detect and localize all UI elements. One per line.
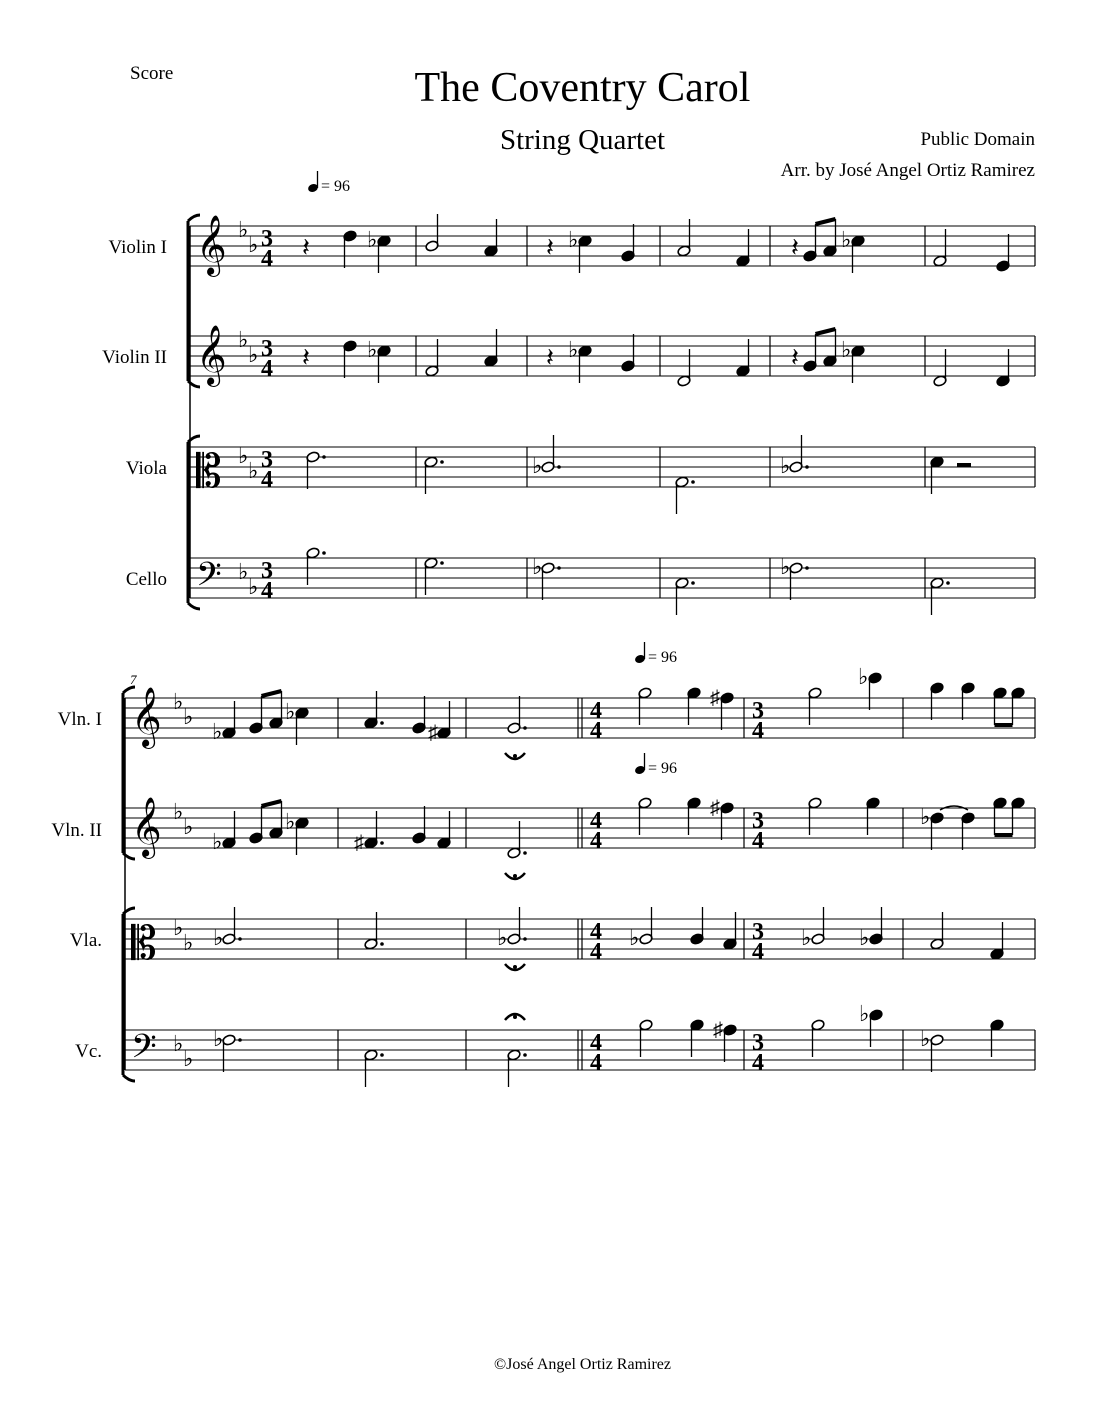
alto-clef: 𝄡 (196, 446, 222, 497)
notation (123, 214, 1035, 1087)
tempo-mark (634, 753, 677, 777)
dot (440, 460, 444, 464)
quarter-rest: 𝄽 (302, 233, 310, 262)
accidental-flat: ♭ (367, 337, 378, 362)
accidental-sharp: ♯ (354, 832, 364, 854)
half-rest (957, 463, 971, 467)
alto-clef: 𝄡 (131, 918, 157, 969)
dot (805, 465, 809, 469)
time-signature: 4 (261, 246, 273, 272)
dot (380, 1053, 384, 1057)
time-signature: 4 (261, 578, 273, 604)
dot (557, 465, 561, 469)
measure-number: 7 (130, 672, 137, 687)
accidental-flat: ♭ (213, 925, 224, 950)
dot (238, 1038, 242, 1042)
instrument-label-violin-2: Violin II (102, 347, 167, 368)
accidental-flat: ♭ (629, 925, 640, 950)
fermata-dot (513, 874, 517, 878)
accidental-flat: ♭ (568, 227, 579, 252)
dot (805, 566, 809, 570)
time-signature: 3 (261, 226, 273, 252)
instrument-label-violin-1: Violin I (108, 237, 167, 258)
quarter-rest: 𝄽 (791, 343, 799, 372)
quarter-rest: 𝄽 (546, 343, 554, 372)
accidental-flat: ♭ (920, 804, 931, 829)
time-signature: 3 (752, 1030, 764, 1056)
time-signature: 4 (752, 1050, 764, 1076)
accidental-flat: ♭ (841, 337, 852, 362)
dot (557, 566, 561, 570)
fermata-dot (513, 1015, 517, 1019)
time-signature: 4 (261, 467, 273, 493)
accidental-flat: ♭ (780, 453, 791, 478)
time-signature: 4 (590, 718, 602, 744)
copyright-notice: ©José Angel Ortiz Ramirez (494, 1356, 671, 1373)
instrument-label-vla: Vla. (69, 930, 102, 951)
treble-clef: 𝄞 (131, 689, 162, 746)
instrument-label-cello: Cello (125, 569, 167, 590)
key-signature-flat: ♭ (183, 814, 194, 839)
dot (523, 851, 527, 855)
instrument-label-vc: Vc. (75, 1041, 102, 1062)
time-signature: 4 (590, 939, 602, 965)
accidental-flat: ♭ (841, 227, 852, 252)
dot (322, 551, 326, 555)
beam (262, 801, 282, 806)
accidental-flat: ♭ (285, 699, 296, 724)
key-signature-flat: ♭ (238, 217, 249, 242)
quarter-rest: 𝄽 (302, 343, 310, 372)
time-signature: 3 (752, 698, 764, 724)
accidental-flat: ♭ (213, 1026, 224, 1051)
time-signature: 3 (261, 447, 273, 473)
beam (816, 329, 836, 334)
time-signature: 3 (261, 336, 273, 362)
instrument-label-viola: Viola (125, 458, 167, 479)
time-signature: 4 (590, 1050, 602, 1076)
accidental-flat: ♭ (532, 453, 543, 478)
key-signature-flat: ♭ (238, 559, 249, 584)
time-signature: 3 (752, 808, 764, 834)
dot (523, 1053, 527, 1057)
key-signature-flat: ♭ (248, 342, 259, 367)
key-signature-flat: ♭ (173, 1031, 184, 1056)
dot (380, 841, 384, 845)
key-signature-flat: ♭ (183, 930, 194, 955)
accidental-sharp: ♯ (428, 722, 438, 744)
svg-text:= 96: = 96 (648, 649, 678, 666)
score-title: The Coventry Carol (414, 65, 751, 111)
accidental-flat: ♭ (568, 337, 579, 362)
accidental-flat: ♭ (801, 925, 812, 950)
dot (946, 581, 950, 585)
accidental-flat: ♭ (212, 829, 223, 854)
time-signature: 4 (590, 1030, 602, 1056)
dot (440, 561, 444, 565)
bass-clef: 𝄢 (196, 556, 222, 601)
beam (816, 219, 836, 224)
key-signature-flat: ♭ (173, 689, 184, 714)
accidental-sharp: ♯ (713, 1019, 723, 1041)
key-signature-flat: ♭ (183, 704, 194, 729)
time-signature: 4 (752, 718, 764, 744)
dot (523, 937, 527, 941)
key-signature-flat: ♭ (238, 443, 249, 468)
tempo-mark (634, 642, 677, 666)
score-label: Score (130, 63, 174, 84)
key-signature-flat: ♭ (248, 458, 259, 483)
accidental-flat: ♭ (920, 1026, 931, 1051)
accidental-flat: ♭ (859, 1001, 870, 1026)
bass-clef: 𝄢 (131, 1028, 157, 1073)
quarter-rest: 𝄽 (546, 233, 554, 262)
instrument-label-vln-2: Vln. II (51, 820, 102, 841)
accidental-flat: ♭ (212, 719, 223, 744)
fermata-dot (513, 754, 517, 758)
dot (380, 942, 384, 946)
tempo-mark (307, 171, 350, 195)
accidental-flat: ♭ (859, 925, 870, 950)
time-signature: 4 (590, 828, 602, 854)
key-signature-flat: ♭ (183, 1046, 194, 1071)
key-signature-flat: ♭ (248, 232, 259, 257)
accidental-flat: ♭ (497, 925, 508, 950)
accidental-flat: ♭ (858, 664, 869, 689)
dot (523, 726, 527, 730)
accidental-flat: ♭ (532, 554, 543, 579)
dot (691, 480, 695, 484)
time-signature: 4 (590, 919, 602, 945)
accidental-sharp: ♯ (710, 797, 720, 819)
score-subtitle: String Quartet (499, 124, 666, 156)
dot (322, 455, 326, 459)
composer-credit: Public Domain (920, 129, 1035, 150)
quarter-rest: 𝄽 (791, 233, 799, 262)
time-signature: 3 (261, 558, 273, 584)
time-signature: 4 (261, 356, 273, 382)
accidental-sharp: ♯ (710, 687, 720, 709)
fermata-dot (513, 965, 517, 969)
time-signature: 4 (752, 828, 764, 854)
dot (691, 581, 695, 585)
arranger-credit: Arr. by José Angel Ortiz Ramirez (780, 160, 1035, 181)
treble-clef: 𝄞 (196, 327, 227, 384)
key-signature-flat: ♭ (248, 574, 259, 599)
key-signature-flat: ♭ (173, 799, 184, 824)
svg-text:= 96: = 96 (321, 178, 351, 195)
dot (380, 721, 384, 725)
time-signature: 4 (590, 808, 602, 834)
svg-text:= 96: = 96 (648, 760, 678, 777)
treble-clef: 𝄞 (196, 217, 227, 274)
beam (262, 691, 282, 696)
accidental-flat: ♭ (780, 554, 791, 579)
accidental-flat: ♭ (285, 809, 296, 834)
time-signature: 4 (752, 939, 764, 965)
treble-clef: 𝄞 (131, 799, 162, 856)
time-signature: 4 (590, 698, 602, 724)
dot (238, 937, 242, 941)
accidental-flat: ♭ (367, 227, 378, 252)
time-signature: 3 (752, 919, 764, 945)
instrument-label-vln-1: Vln. I (57, 709, 102, 730)
key-signature-flat: ♭ (173, 915, 184, 940)
key-signature-flat: ♭ (238, 327, 249, 352)
